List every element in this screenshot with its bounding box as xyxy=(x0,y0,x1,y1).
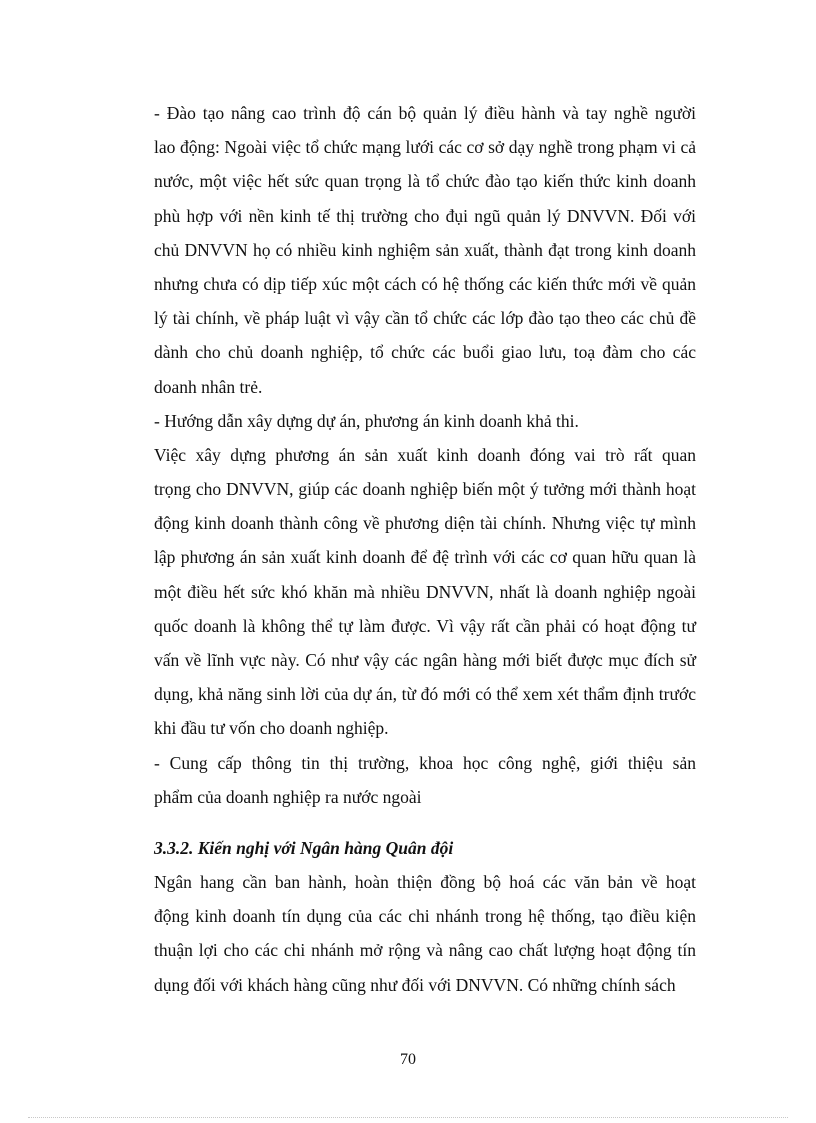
paragraph-market-info xyxy=(154,746,696,814)
text-line: chủ DNVVN họ có nhiều kinh nghiệm sản xuất, thành đạt trong kinh doanh xyxy=(154,239,696,260)
text-line: lý tài chính, về pháp luật vì vậy cần tổ chức các lớp đào tạo theo các chủ đề xyxy=(154,308,696,329)
paragraph-business-plan xyxy=(154,438,696,746)
page-bottom-border xyxy=(28,1117,788,1118)
page-number: 70 xyxy=(400,1051,416,1068)
text-line: thuận lợi cho các chi nhánh mở rộng và nâng cao chất lượng hoạt động tín xyxy=(154,940,696,961)
text-line: nhưng chưa có dịp tiếp xúc một cách có hệ thống các kiến thức mới về quản xyxy=(154,273,696,294)
text-line: trọng cho DNVVN, giúp các doanh nghiệp biến một ý tưởng mới thành hoạt xyxy=(154,479,696,500)
text-line: động kinh doanh thành công về phương diện tài chính. Nhưng việc tự mình xyxy=(154,513,696,534)
text-line: - Hướng dẫn xây dựng dự án, phương án kinh doanh khả thi. xyxy=(154,410,579,431)
text-line: một điều hết sức khó khăn mà nhiều DNVVN, nhất là doanh nghiệp ngoài xyxy=(154,581,696,602)
paragraph-training xyxy=(154,96,696,404)
text-line: động kinh doanh tín dụng của các chi nhánh trong hệ thống, tạo điều kiện xyxy=(154,906,696,927)
text-line: - Cung cấp thông tin thị trường, khoa học công nghệ, giới thiệu sản xyxy=(154,752,696,773)
text-line: dụng đối với khách hàng cũng như đối với DNVVN. Có những chính sách xyxy=(154,974,676,995)
section-heading: 3.3.2. Kiến nghị với Ngân hàng Quân đội xyxy=(154,837,454,858)
text-line: dụng, khả năng sinh lời của dự án, từ đó mới có thể xem xét thẩm định trước xyxy=(154,684,696,705)
text-line: lao động: Ngoài việc tổ chức mạng lưới các cơ sở dạy nghề trong phạm vi cả xyxy=(154,137,696,158)
text-line: nước, một việc hết sức quan trọng là tổ chức đào tạo kiến thức kinh doanh xyxy=(154,171,696,192)
text-line: Việc xây dựng phương án sản xuất kinh doanh đóng vai trò rất quan xyxy=(154,444,696,465)
text-line: khi đầu tư vốn cho doanh nghiệp. xyxy=(154,718,389,739)
text-line: lập phương án sản xuất kinh doanh để đệ trình với các cơ quan hữu quan là xyxy=(154,547,696,568)
text-line: quốc doanh là không thể tự làm được. Vì vậy rất cần phải có hoạt động tư xyxy=(154,615,696,636)
paragraph-project-guidance xyxy=(154,404,696,438)
paragraph-bank-recommendation xyxy=(154,865,696,1002)
page-content xyxy=(154,96,696,1002)
text-line: Ngân hang cần ban hành, hoàn thiện đồng bộ hoá các văn bản về hoạt xyxy=(154,871,696,892)
text-line: phẩm của doanh nghiệp ra nước ngoài xyxy=(154,786,422,807)
text-line: dành cho chủ doanh nghiệp, tổ chức các buổi giao lưu, toạ đàm cho các xyxy=(154,342,696,363)
text-line: phù hợp với nền kinh tế thị trường cho đụi ngũ quản lý DNVVN. Đối với xyxy=(154,205,696,226)
text-line: doanh nhân trẻ. xyxy=(154,376,263,397)
text-line: - Đào tạo nâng cao trình độ cán bộ quản lý điều hành và tay nghề người xyxy=(154,103,696,123)
text-line: vấn về lĩnh vực này. Có như vậy các ngân hàng mới biết được mục đích sử xyxy=(154,650,696,670)
